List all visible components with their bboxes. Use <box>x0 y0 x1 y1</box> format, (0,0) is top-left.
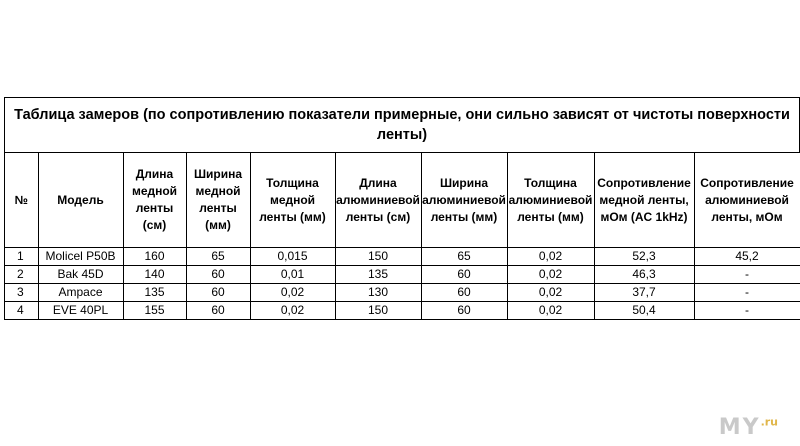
table-row <box>5 284 800 302</box>
measurement-table <box>5 153 800 320</box>
table-row <box>5 248 800 266</box>
table-cell: 160 <box>123 248 186 266</box>
table-cell: 60 <box>186 284 250 302</box>
table-title: Таблица замеров (по сопротивлению показатели примерные, они сильно зависят от чистоты поверхности ленты) <box>5 98 800 153</box>
table-cell: EVE 40PL <box>38 302 123 320</box>
table-cell: 60 <box>421 284 507 302</box>
table-cell: Bak 45D <box>38 266 123 284</box>
table-cell: 50,4 <box>594 302 694 320</box>
table-cell: 130 <box>335 284 421 302</box>
header-cell-aluminum-resistance: Сопротивление алюминиевой ленты, мОм <box>694 153 800 248</box>
header-cell-aluminum-thickness: Толщина алюминиевой ленты (мм) <box>507 153 594 248</box>
table-cell: 46,3 <box>594 266 694 284</box>
table-cell: 155 <box>123 302 186 320</box>
table-cell: - <box>694 284 800 302</box>
table-cell: 65 <box>421 248 507 266</box>
header-cell-model: Модель <box>38 153 123 248</box>
table-cell: 0,015 <box>250 248 335 266</box>
table-cell: 60 <box>421 266 507 284</box>
header-cell-copper-length: Длина медной ленты (см) <box>123 153 186 248</box>
table-cell: 135 <box>123 284 186 302</box>
header-cell-copper-width: Ширина медной ленты (мм) <box>186 153 250 248</box>
header-row <box>5 153 800 248</box>
header-cell-number: № <box>5 153 38 248</box>
table-cell: 2 <box>5 266 38 284</box>
table-cell: 0,02 <box>507 248 594 266</box>
table-cell: 0,02 <box>250 284 335 302</box>
table-cell: 37,7 <box>594 284 694 302</box>
table-cell: 60 <box>186 266 250 284</box>
table-cell: 4 <box>5 302 38 320</box>
table-cell: - <box>694 266 800 284</box>
site-watermark <box>719 415 778 440</box>
table-cell: 0,02 <box>250 302 335 320</box>
table-cell: Ampace <box>38 284 123 302</box>
table-row <box>5 266 800 284</box>
table-cell: 135 <box>335 266 421 284</box>
table-cell: 0,01 <box>250 266 335 284</box>
table-cell: - <box>694 302 800 320</box>
table-cell: 150 <box>335 248 421 266</box>
table-cell: 150 <box>335 302 421 320</box>
table-cell: 0,02 <box>507 302 594 320</box>
header-cell-copper-resistance: Сопротивление медной ленты, мОм (AC 1kHz) <box>594 153 694 248</box>
table-cell: 3 <box>5 284 38 302</box>
table-cell: 0,02 <box>507 266 594 284</box>
measurement-sheet <box>4 97 800 320</box>
watermark-main: MY <box>718 415 761 440</box>
table-cell: 1 <box>5 248 38 266</box>
table-cell: 52,3 <box>594 248 694 266</box>
table-row <box>5 302 800 320</box>
header-cell-copper-thickness: Толщина медной ленты (мм) <box>250 153 335 248</box>
watermark-suffix: .ru <box>760 415 778 429</box>
header-cell-aluminum-width: Ширина алюминиевой ленты (мм) <box>421 153 507 248</box>
header-cell-aluminum-length: Длина алюминиевой ленты (см) <box>335 153 421 248</box>
table-cell: 140 <box>123 266 186 284</box>
table-cell: 60 <box>186 302 250 320</box>
table-cell: 60 <box>421 302 507 320</box>
table-cell: Molicel P50B <box>38 248 123 266</box>
table-cell: 0,02 <box>507 284 594 302</box>
table-cell: 45,2 <box>694 248 800 266</box>
table-cell: 65 <box>186 248 250 266</box>
